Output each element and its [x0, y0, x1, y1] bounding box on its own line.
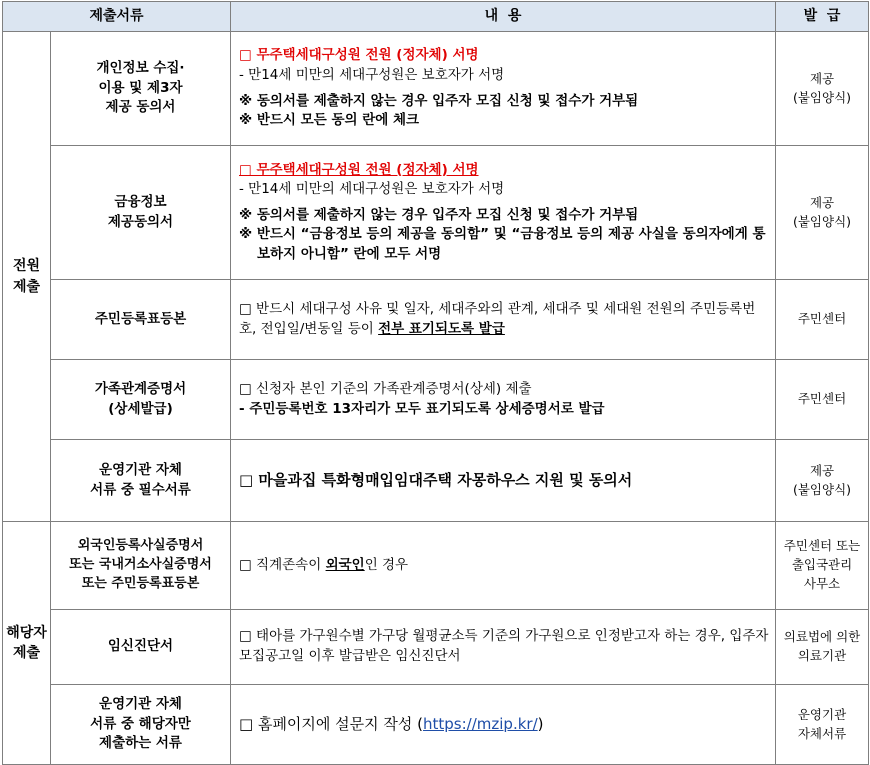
- doc-content: [231, 32, 776, 146]
- content-line: - 만14세 미만의 세대구성원은 보호자가 서명: [239, 66, 505, 83]
- content-line: ※ 반드시 “금융정보 등의 제공을 동의함” 및 “금융정보 등의 제공 사실을 동의자에게 통보하지 아니함” 란에 모두 서명: [239, 226, 766, 262]
- doc-content: [231, 146, 776, 280]
- table-row: [3, 360, 869, 440]
- issuer: 주민센터: [776, 360, 869, 440]
- issuer: 주민센터 또는 출입국관리 사무소: [776, 522, 869, 610]
- content-line: 인 경우: [364, 556, 409, 573]
- content-line: - 만14세 미만의 세대구성원은 보호자가 서명: [239, 181, 505, 198]
- doc-name: 임신진단서: [51, 610, 231, 685]
- content-line: ): [537, 714, 544, 733]
- group-all-submit: 전원 제출: [3, 32, 51, 522]
- content-line: ※ 동의서를 제출하지 않는 경우 입주자 모집 신청 및 접수가 거부됨: [239, 92, 639, 109]
- content-line: ※ 동의서를 제출하지 않는 경우 입주자 모집 신청 및 접수가 거부됨: [239, 206, 639, 223]
- table-row: [3, 440, 869, 522]
- header-content: 내 용: [231, 2, 776, 32]
- table-row: [3, 610, 869, 685]
- documents-table: [2, 1, 869, 765]
- issuer: 운영기관 자체서류: [776, 685, 869, 765]
- content-line: □ 무주택세대구성원 전원 (정자체) 서명: [239, 161, 479, 178]
- content-line: □ 마을과집 특화형매입임대주택 자몽하우스 지원 및 동의서: [239, 470, 633, 489]
- homepage-link[interactable]: https://mzip.kr/: [423, 714, 538, 733]
- doc-content: [231, 360, 776, 440]
- table-row: [3, 32, 869, 146]
- content-line: □ 무주택세대구성원 전원 (정자체) 서명: [239, 47, 479, 64]
- doc-name: 운영기관 자체 서류 중 해당자만 제출하는 서류: [51, 685, 231, 765]
- doc-name: 개인정보 수집· 이용 및 제3자 제공 동의서: [51, 32, 231, 146]
- doc-content: [231, 685, 776, 765]
- doc-name: 외국인등록사실증명서 또는 국내거소사실증명서 또는 주민등록표등본: [51, 522, 231, 610]
- group-applicable-submit: 해당자 제출: [3, 522, 51, 765]
- content-line: □ 직계존속이: [239, 556, 326, 573]
- doc-content: [231, 280, 776, 360]
- content-emphasis: 전부 표기되도록 발급: [378, 320, 505, 337]
- content-line: □ 태아를 가구원수별 가구당 월평균소득 기준의 가구원으로 인정받고자 하는 경우, 입주자모집공고일 이후 발급받은 임신진단서: [239, 628, 769, 664]
- content-line: ※ 반드시 모든 동의 란에 체크: [239, 112, 420, 129]
- table-header-row: [3, 2, 869, 32]
- issuer: 의료법에 의한 의료기관: [776, 610, 869, 685]
- header-issuer: 발 급: [776, 2, 869, 32]
- doc-content: [231, 440, 776, 522]
- issuer: 제공 (붙임양식): [776, 440, 869, 522]
- issuer: 제공 (붙임양식): [776, 146, 869, 280]
- issuer: 제공 (붙임양식): [776, 32, 869, 146]
- doc-name: 금융정보 제공동의서: [51, 146, 231, 280]
- header-documents: 제출서류: [3, 2, 231, 32]
- content-emphasis: 외국인: [325, 556, 365, 573]
- content-line: □ 신청자 본인 기준의 가족관계증명서(상세) 제출: [239, 380, 532, 397]
- doc-name: 주민등록표등본: [51, 280, 231, 360]
- issuer: 주민센터: [776, 280, 869, 360]
- doc-content: [231, 610, 776, 685]
- doc-content: [231, 522, 776, 610]
- table-row: [3, 522, 869, 610]
- table-row: [3, 280, 869, 360]
- content-line: □ 반드시 세대구성 사유 및 일자, 세대주와의 관계, 세대주 및 세대원 전원의 주민등록번호, 전입일/변동일 등이: [239, 300, 756, 337]
- doc-name: 가족관계증명서 (상세발급): [51, 360, 231, 440]
- table-row: [3, 685, 869, 765]
- table-row: [3, 146, 869, 280]
- content-line: - 주민등록번호 13자리가 모두 표기되도록 상세증명서로 발급: [239, 400, 605, 417]
- doc-name: 운영기관 자체 서류 중 필수서류: [51, 440, 231, 522]
- content-line: □ 홈페이지에 설문지 작성 (: [239, 714, 424, 733]
